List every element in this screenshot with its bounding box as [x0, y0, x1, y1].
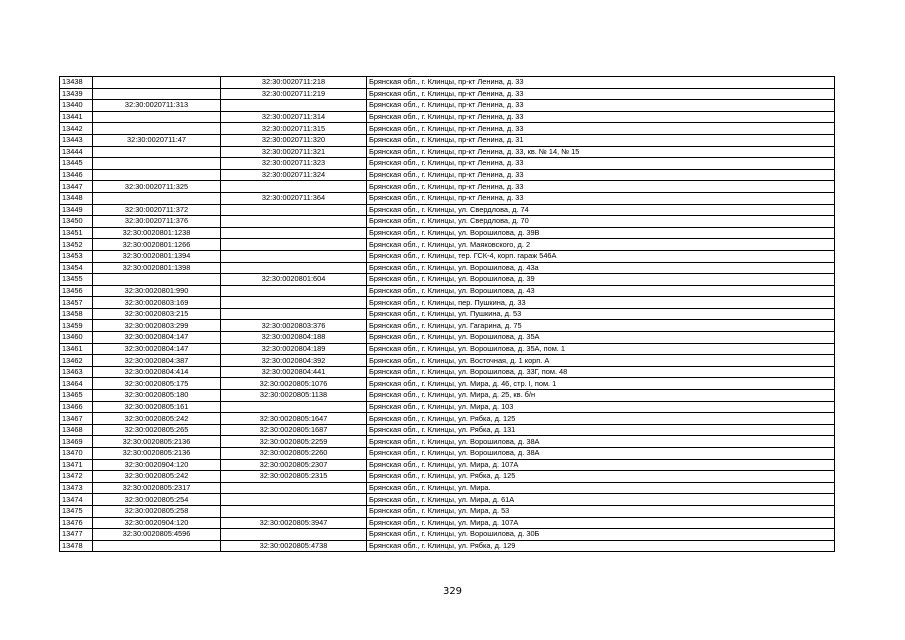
table-row — [60, 88, 835, 100]
address-cell: Брянская обл., г. Клинцы, ул. Рябка, д. 131 — [367, 424, 835, 436]
object-cadastral-number-cell: 32:30:0020805:4738 — [221, 540, 367, 552]
land-cadastral-number-cell: 32:30:0020801:1394 — [93, 250, 221, 262]
address-cell: Брянская обл., г. Клинцы, ул. Ворошилова, д. 38А — [367, 436, 835, 448]
land-cadastral-number-cell: 32:30:0020711:376 — [93, 216, 221, 228]
row-number-cell: 13452 — [60, 239, 93, 251]
address-cell: Брянская обл., г. Клинцы, ул. Рябка, д. 129 — [367, 540, 835, 552]
row-number-cell: 13446 — [60, 169, 93, 181]
page-number: 329 — [442, 586, 463, 597]
address-cell: Брянская обл., г. Клинцы, ул. Ворошилова, д. 35А, пом. 1 — [367, 343, 835, 355]
address-cell: Брянская обл., г. Клинцы, пр-кт Ленина, д. 33 — [367, 100, 835, 112]
land-cadastral-number-cell — [93, 192, 221, 204]
object-cadastral-number-cell: 32:30:0020805:3947 — [221, 517, 367, 529]
object-cadastral-number-cell: 32:30:0020711:364 — [221, 192, 367, 204]
row-number-cell: 13475 — [60, 505, 93, 517]
object-cadastral-number-cell — [221, 529, 367, 541]
table-row — [60, 390, 835, 402]
row-number-cell: 13466 — [60, 401, 93, 413]
table-row — [60, 308, 835, 320]
object-cadastral-number-cell — [221, 482, 367, 494]
object-cadastral-number-cell: 32:30:0020711:314 — [221, 111, 367, 123]
address-cell: Брянская обл., г. Клинцы, ул. Мира. — [367, 482, 835, 494]
row-number-cell: 13449 — [60, 204, 93, 216]
table-row — [60, 355, 835, 367]
table-row — [60, 494, 835, 506]
object-cadastral-number-cell — [221, 262, 367, 274]
row-number-cell: 13454 — [60, 262, 93, 274]
table-row — [60, 111, 835, 123]
register-table-body — [60, 77, 835, 552]
address-cell: Брянская обл., г. Клинцы, пр-кт Ленина, д. 33 — [367, 88, 835, 100]
row-number-cell: 13471 — [60, 459, 93, 471]
register-table — [59, 76, 835, 552]
land-cadastral-number-cell — [93, 88, 221, 100]
object-cadastral-number-cell: 32:30:0020711:320 — [221, 134, 367, 146]
land-cadastral-number-cell — [93, 274, 221, 286]
land-cadastral-number-cell: 32:30:0020805:4596 — [93, 529, 221, 541]
land-cadastral-number-cell: 32:30:0020801:1398 — [93, 262, 221, 274]
address-cell: Брянская обл., г. Клинцы, ул. Мира, д. 61А — [367, 494, 835, 506]
table-row — [60, 100, 835, 112]
object-cadastral-number-cell — [221, 494, 367, 506]
address-cell: Брянская обл., г. Клинцы, пр-кт Ленина, д. 33 — [367, 158, 835, 170]
row-number-cell: 13451 — [60, 227, 93, 239]
table-row — [60, 250, 835, 262]
land-cadastral-number-cell: 32:30:0020805:2317 — [93, 482, 221, 494]
table-row — [60, 320, 835, 332]
land-cadastral-number-cell: 32:30:0020805:180 — [93, 390, 221, 402]
row-number-cell: 13442 — [60, 123, 93, 135]
object-cadastral-number-cell: 32:30:0020804:189 — [221, 343, 367, 355]
land-cadastral-number-cell: 32:30:0020904:120 — [93, 459, 221, 471]
object-cadastral-number-cell — [221, 401, 367, 413]
address-cell: Брянская обл., г. Клинцы, ул. Гагарина, д. 75 — [367, 320, 835, 332]
table-row — [60, 158, 835, 170]
address-cell: Брянская обл., г. Клинцы, ул. Мира, д. 103 — [367, 401, 835, 413]
object-cadastral-number-cell: 32:30:0020805:1687 — [221, 424, 367, 436]
address-cell: Брянская обл., г. Клинцы, пр-кт Ленина, д. 33 — [367, 192, 835, 204]
row-number-cell: 13455 — [60, 274, 93, 286]
object-cadastral-number-cell — [221, 239, 367, 251]
address-cell: Брянская обл., г. Клинцы, ул. Мира, д. 53 — [367, 505, 835, 517]
address-cell: Брянская обл., г. Клинцы, пр-кт Ленина, д. 33 — [367, 111, 835, 123]
address-cell: Брянская обл., г. Клинцы, ул. Мира, д. 107А — [367, 517, 835, 529]
table-row — [60, 436, 835, 448]
address-cell: Брянская обл., г. Клинцы, ул. Мира, д. 107А — [367, 459, 835, 471]
land-cadastral-number-cell: 32:30:0020805:2136 — [93, 436, 221, 448]
row-number-cell: 13438 — [60, 77, 93, 89]
row-number-cell: 13440 — [60, 100, 93, 112]
row-number-cell: 13457 — [60, 297, 93, 309]
row-number-cell: 13473 — [60, 482, 93, 494]
object-cadastral-number-cell: 32:30:0020711:218 — [221, 77, 367, 89]
table-row — [60, 227, 835, 239]
row-number-cell: 13460 — [60, 332, 93, 344]
row-number-cell: 13478 — [60, 540, 93, 552]
land-cadastral-number-cell: 32:30:0020801:990 — [93, 285, 221, 297]
table-row — [60, 459, 835, 471]
land-cadastral-number-cell: 32:30:0020801:1266 — [93, 239, 221, 251]
table-row — [60, 401, 835, 413]
table-row — [60, 448, 835, 460]
land-cadastral-number-cell: 32:30:0020711:372 — [93, 204, 221, 216]
table-row — [60, 274, 835, 286]
table-row — [60, 181, 835, 193]
table-row — [60, 239, 835, 251]
row-number-cell: 13472 — [60, 471, 93, 483]
table-row — [60, 378, 835, 390]
object-cadastral-number-cell: 32:30:0020805:2259 — [221, 436, 367, 448]
object-cadastral-number-cell — [221, 227, 367, 239]
table-row — [60, 285, 835, 297]
land-cadastral-number-cell: 32:30:0020803:169 — [93, 297, 221, 309]
row-number-cell: 13459 — [60, 320, 93, 332]
table-row — [60, 343, 835, 355]
object-cadastral-number-cell — [221, 250, 367, 262]
land-cadastral-number-cell: 32:30:0020805:254 — [93, 494, 221, 506]
table-row — [60, 134, 835, 146]
land-cadastral-number-cell: 32:30:0020805:258 — [93, 505, 221, 517]
address-cell: Брянская обл., г. Клинцы, ул. Свердлова, д. 70 — [367, 216, 835, 228]
table-row — [60, 216, 835, 228]
address-cell: Брянская обл., г. Клинцы, пр-кт Ленина, д. 33 — [367, 77, 835, 89]
table-row — [60, 297, 835, 309]
table-row — [60, 169, 835, 181]
table-row — [60, 529, 835, 541]
land-cadastral-number-cell: 32:30:0020804:414 — [93, 366, 221, 378]
row-number-cell: 13443 — [60, 134, 93, 146]
address-cell: Брянская обл., г. Клинцы, ул. Пушкина, д. 53 — [367, 308, 835, 320]
address-cell: Брянская обл., г. Клинцы, пр-кт Ленина, д. 33 — [367, 123, 835, 135]
address-cell: Брянская обл., г. Клинцы, ул. Ворошилова, д. 43а — [367, 262, 835, 274]
land-cadastral-number-cell: 32:30:0020803:215 — [93, 308, 221, 320]
land-cadastral-number-cell: 32:30:0020803:299 — [93, 320, 221, 332]
land-cadastral-number-cell: 32:30:0020804:147 — [93, 332, 221, 344]
row-number-cell: 13462 — [60, 355, 93, 367]
address-cell: Брянская обл., г. Клинцы, тер. ГСК-4, корп. гараж 546А — [367, 250, 835, 262]
object-cadastral-number-cell: 32:30:0020711:321 — [221, 146, 367, 158]
row-number-cell: 13476 — [60, 517, 93, 529]
row-number-cell: 13464 — [60, 378, 93, 390]
table-row — [60, 192, 835, 204]
row-number-cell: 13458 — [60, 308, 93, 320]
land-cadastral-number-cell: 32:30:0020711:325 — [93, 181, 221, 193]
address-cell: Брянская обл., г. Клинцы, ул. Ворошилова, д. 30Б — [367, 529, 835, 541]
land-cadastral-number-cell: 32:30:0020805:242 — [93, 471, 221, 483]
address-cell: Брянская обл., г. Клинцы, пер. Пушкина, д. 33 — [367, 297, 835, 309]
object-cadastral-number-cell — [221, 216, 367, 228]
address-cell: Брянская обл., г. Клинцы, ул. Ворошилова, д. 39В — [367, 227, 835, 239]
object-cadastral-number-cell — [221, 204, 367, 216]
address-cell: Брянская обл., г. Клинцы, ул. Ворошилова, д. 39 — [367, 274, 835, 286]
object-cadastral-number-cell: 32:30:0020711:324 — [221, 169, 367, 181]
table-row — [60, 366, 835, 378]
address-cell: Брянская обл., г. Клинцы, пр-кт Ленина, д. 33, кв. № 14, № 15 — [367, 146, 835, 158]
address-cell: Брянская обл., г. Клинцы, ул. Ворошилова, д. 38А — [367, 448, 835, 460]
object-cadastral-number-cell — [221, 100, 367, 112]
object-cadastral-number-cell: 32:30:0020805:2307 — [221, 459, 367, 471]
object-cadastral-number-cell — [221, 285, 367, 297]
object-cadastral-number-cell: 32:30:0020803:376 — [221, 320, 367, 332]
row-number-cell: 13456 — [60, 285, 93, 297]
address-cell: Брянская обл., г. Клинцы, ул. Восточная, д. 1 корп. А — [367, 355, 835, 367]
table-row — [60, 146, 835, 158]
row-number-cell: 13477 — [60, 529, 93, 541]
object-cadastral-number-cell: 32:30:0020804:441 — [221, 366, 367, 378]
land-cadastral-number-cell: 32:30:0020801:1238 — [93, 227, 221, 239]
object-cadastral-number-cell — [221, 308, 367, 320]
address-cell: Брянская обл., г. Клинцы, ул. Мира, д. 25, кв. б/н — [367, 390, 835, 402]
row-number-cell: 13469 — [60, 436, 93, 448]
table-row — [60, 505, 835, 517]
land-cadastral-number-cell — [93, 123, 221, 135]
object-cadastral-number-cell — [221, 505, 367, 517]
land-cadastral-number-cell: 32:30:0020904:120 — [93, 517, 221, 529]
row-number-cell: 13461 — [60, 343, 93, 355]
row-number-cell: 13453 — [60, 250, 93, 262]
table-row — [60, 482, 835, 494]
land-cadastral-number-cell — [93, 540, 221, 552]
land-cadastral-number-cell: 32:30:0020805:242 — [93, 413, 221, 425]
address-cell: Брянская обл., г. Клинцы, ул. Мира, д. 46, стр. I, пом. 1 — [367, 378, 835, 390]
address-cell: Брянская обл., г. Клинцы, ул. Ворошилова, д. 43 — [367, 285, 835, 297]
object-cadastral-number-cell: 32:30:0020711:315 — [221, 123, 367, 135]
table-row — [60, 262, 835, 274]
address-cell: Брянская обл., г. Клинцы, пр-кт Ленина, д. 31 — [367, 134, 835, 146]
land-cadastral-number-cell: 32:30:0020804:147 — [93, 343, 221, 355]
land-cadastral-number-cell: 32:30:0020805:2136 — [93, 448, 221, 460]
row-number-cell: 13441 — [60, 111, 93, 123]
object-cadastral-number-cell: 32:30:0020801:604 — [221, 274, 367, 286]
land-cadastral-number-cell: 32:30:0020805:161 — [93, 401, 221, 413]
land-cadastral-number-cell — [93, 169, 221, 181]
table-row — [60, 123, 835, 135]
land-cadastral-number-cell — [93, 111, 221, 123]
object-cadastral-number-cell: 32:30:0020805:2260 — [221, 448, 367, 460]
object-cadastral-number-cell: 32:30:0020711:219 — [221, 88, 367, 100]
row-number-cell: 13467 — [60, 413, 93, 425]
address-cell: Брянская обл., г. Клинцы, пр-кт Ленина, д. 33 — [367, 181, 835, 193]
address-cell: Брянская обл., г. Клинцы, ул. Ворошилова, д. 35А — [367, 332, 835, 344]
object-cadastral-number-cell: 32:30:0020805:1647 — [221, 413, 367, 425]
row-number-cell: 13447 — [60, 181, 93, 193]
table-row — [60, 413, 835, 425]
land-cadastral-number-cell — [93, 158, 221, 170]
table-row — [60, 471, 835, 483]
object-cadastral-number-cell: 32:30:0020805:1076 — [221, 378, 367, 390]
land-cadastral-number-cell: 32:30:0020804:387 — [93, 355, 221, 367]
object-cadastral-number-cell — [221, 297, 367, 309]
row-number-cell: 13474 — [60, 494, 93, 506]
land-cadastral-number-cell — [93, 77, 221, 89]
row-number-cell: 13450 — [60, 216, 93, 228]
address-cell: Брянская обл., г. Клинцы, ул. Ворошилова, д. 33Г, пом. 48 — [367, 366, 835, 378]
row-number-cell: 13439 — [60, 88, 93, 100]
table-row — [60, 424, 835, 436]
table-row — [60, 540, 835, 552]
row-number-cell: 13445 — [60, 158, 93, 170]
address-cell: Брянская обл., г. Клинцы, ул. Маяковского, д. 2 — [367, 239, 835, 251]
object-cadastral-number-cell — [221, 181, 367, 193]
object-cadastral-number-cell: 32:30:0020711:323 — [221, 158, 367, 170]
land-cadastral-number-cell: 32:30:0020805:265 — [93, 424, 221, 436]
table-row — [60, 332, 835, 344]
object-cadastral-number-cell: 32:30:0020804:392 — [221, 355, 367, 367]
land-cadastral-number-cell: 32:30:0020805:175 — [93, 378, 221, 390]
table-row — [60, 204, 835, 216]
row-number-cell: 13444 — [60, 146, 93, 158]
table-row — [60, 517, 835, 529]
row-number-cell: 13448 — [60, 192, 93, 204]
address-cell: Брянская обл., г. Клинцы, ул. Свердлова, д. 74 — [367, 204, 835, 216]
row-number-cell: 13470 — [60, 448, 93, 460]
address-cell: Брянская обл., г. Клинцы, пр-кт Ленина, д. 33 — [367, 169, 835, 181]
land-cadastral-number-cell — [93, 146, 221, 158]
table-row — [60, 77, 835, 89]
object-cadastral-number-cell: 32:30:0020804:188 — [221, 332, 367, 344]
object-cadastral-number-cell: 32:30:0020805:1138 — [221, 390, 367, 402]
address-cell: Брянская обл., г. Клинцы, ул. Рябка, д. 125 — [367, 471, 835, 483]
row-number-cell: 13468 — [60, 424, 93, 436]
row-number-cell: 13463 — [60, 366, 93, 378]
land-cadastral-number-cell: 32:30:0020711:47 — [93, 134, 221, 146]
land-cadastral-number-cell: 32:30:0020711:313 — [93, 100, 221, 112]
object-cadastral-number-cell: 32:30:0020805:2315 — [221, 471, 367, 483]
address-cell: Брянская обл., г. Клинцы, ул. Рябка, д. 125 — [367, 413, 835, 425]
row-number-cell: 13465 — [60, 390, 93, 402]
